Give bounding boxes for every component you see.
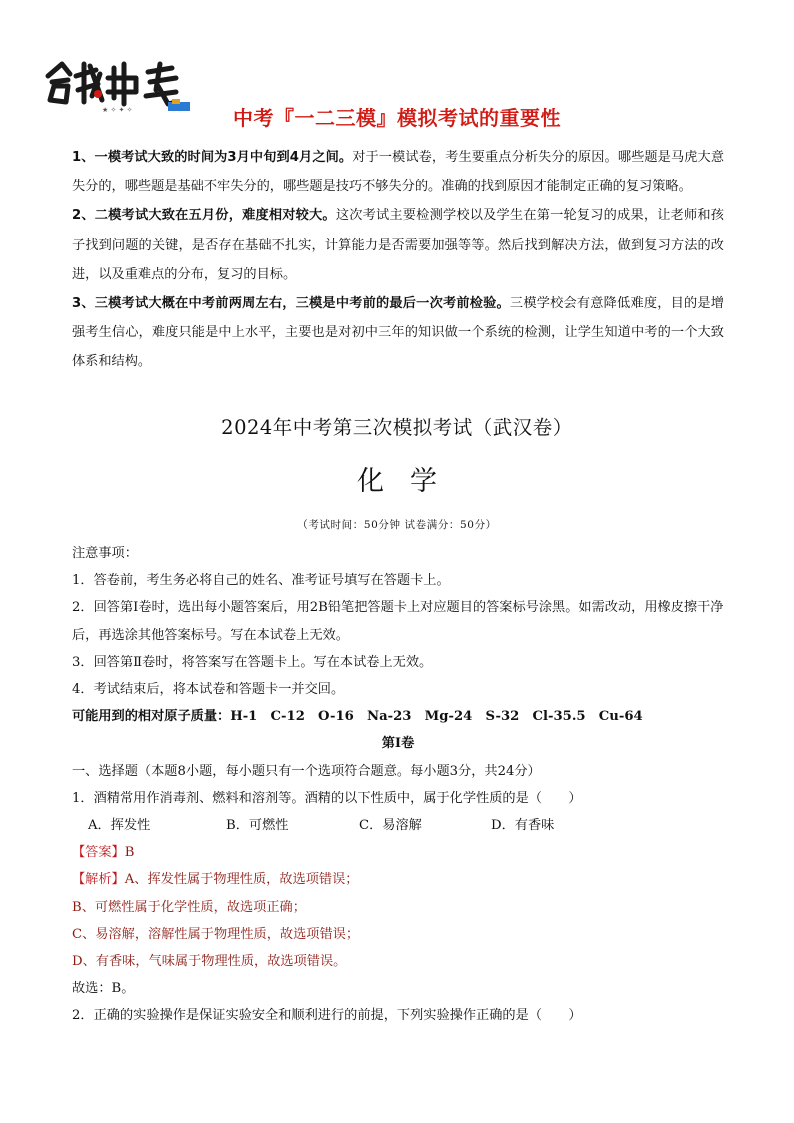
exam-title: 2024年中考第三次模拟考试（武汉卷） <box>221 416 573 439</box>
intro-paragraph-2 <box>72 201 724 289</box>
note-1: 1．答卷前，考生务必将自己的姓名、准考证号填写在答题卡上。 <box>72 573 450 589</box>
analysis-line-2: B、可燃性属于化学性质，故选项正确； <box>72 899 306 915</box>
analysis-line-1 <box>72 866 724 893</box>
intro-p1-text: 对于一模试卷，考生要重点分析失分的原因。哪些题是马虎大意失分的，哪些题是基础不牢失分的，哪些题是技巧不够失分的。准确的找到原因才能制定正确的复习策略。 <box>72 150 725 195</box>
note-3: 3．回答第Ⅱ卷时，将答案写在答题卡上。写在本试卷上无效。 <box>72 654 433 670</box>
intro-p2-text: 这次考试主要检测学校以及学生在第一轮复习的成果，让老师和孩子找到问题的关键，是否存在基础不扎实，计算能力是否需要加强等等。然后找到解决方法，做到复习方法的改进，以及重难点的分布，复习的目标。 <box>72 208 724 282</box>
intro-p3-bold: 3、三模考试大概在中考前两周左右，三模是中考前的最后一次考前检验。 <box>72 296 510 312</box>
question-2-stem: 2．正确的实验操作是保证实验安全和顺利进行的前提，下列实验操作正确的是（ ） <box>72 1008 582 1024</box>
analysis-line-3: C、易溶解，溶解性属于物理性质，故选项错误； <box>72 926 360 942</box>
option-c: C．易溶解 <box>359 818 422 834</box>
intro-p2-bold: 2、二模考试大致在五月份，难度相对较大。 <box>72 208 336 224</box>
section-intro: 一、选择题（本题8小题，每小题只有一个选项符合题意。每小题3分，共24分） <box>72 763 541 779</box>
notes-heading: 注意事项： <box>72 546 138 561</box>
analysis-line-4: D、有香味，气味属于物理性质，故选项错误。 <box>72 954 347 970</box>
question-1-conclusion: 故选：B。 <box>72 981 135 997</box>
question-1-answer <box>72 839 724 866</box>
atomic-masses: 可能用到的相对原子质量：H-1 C-12 O-16 Na-23 Mg-24 S-32 Cl-35.5 Cu-64 <box>72 709 643 725</box>
intro-p1-bold: 1、一模考试大致的时间为3月中旬到4月之间。 <box>72 150 353 165</box>
option-d: D．有香味 <box>491 818 555 834</box>
intro-p3-text: 三模学校会有意降低难度，目的是增强考生信心，难度只能是中上水平，主要也是对初中三年的知识做一个系统的检测，让学生知道中考的一个大致体系和结构。 <box>72 296 724 370</box>
intro-section <box>72 143 724 377</box>
option-a: A．挥发性 <box>88 818 151 834</box>
analysis-text-1: A、挥发性属于物理性质，故选项错误； <box>124 872 359 888</box>
question-1-options <box>72 812 724 839</box>
section-title: 第Ⅰ卷 <box>381 736 415 752</box>
answer-value: B <box>124 845 135 861</box>
question-1-stem: 1．酒精常用作消毒剂、燃料和溶剂等。酒精的以下性质中，属于化学性质的是（ ） <box>72 790 582 806</box>
note-4: 4．考试结束后，将本试卷和答题卡一并交回。 <box>72 682 345 698</box>
note-2: 2．回答第Ⅰ卷时，选出每小题答案后，用2B铅笔把答题卡上对应题目的答案标号涂黑。如需改动，用橡皮擦干净后，再选涂其他答案标号。写在本试卷上无效。 <box>72 600 724 643</box>
banner-title: 中考『一二三模』模拟考试的重要性 <box>233 106 561 130</box>
svg-text:★ ✧ ✦ ✧: ★ ✧ ✦ ✧ <box>102 106 133 114</box>
analysis-label: 【解析】 <box>72 872 125 888</box>
option-b: B．可燃性 <box>226 818 289 834</box>
subject-title: 化学 <box>357 466 463 497</box>
intro-paragraph-1 <box>72 143 724 201</box>
intro-paragraph-3 <box>72 289 724 377</box>
exam-info: （考试时间：50分钟 试卷满分：50分） <box>297 519 497 531</box>
exam-body <box>72 540 724 1030</box>
answer-label: 【答案】 <box>72 845 125 861</box>
